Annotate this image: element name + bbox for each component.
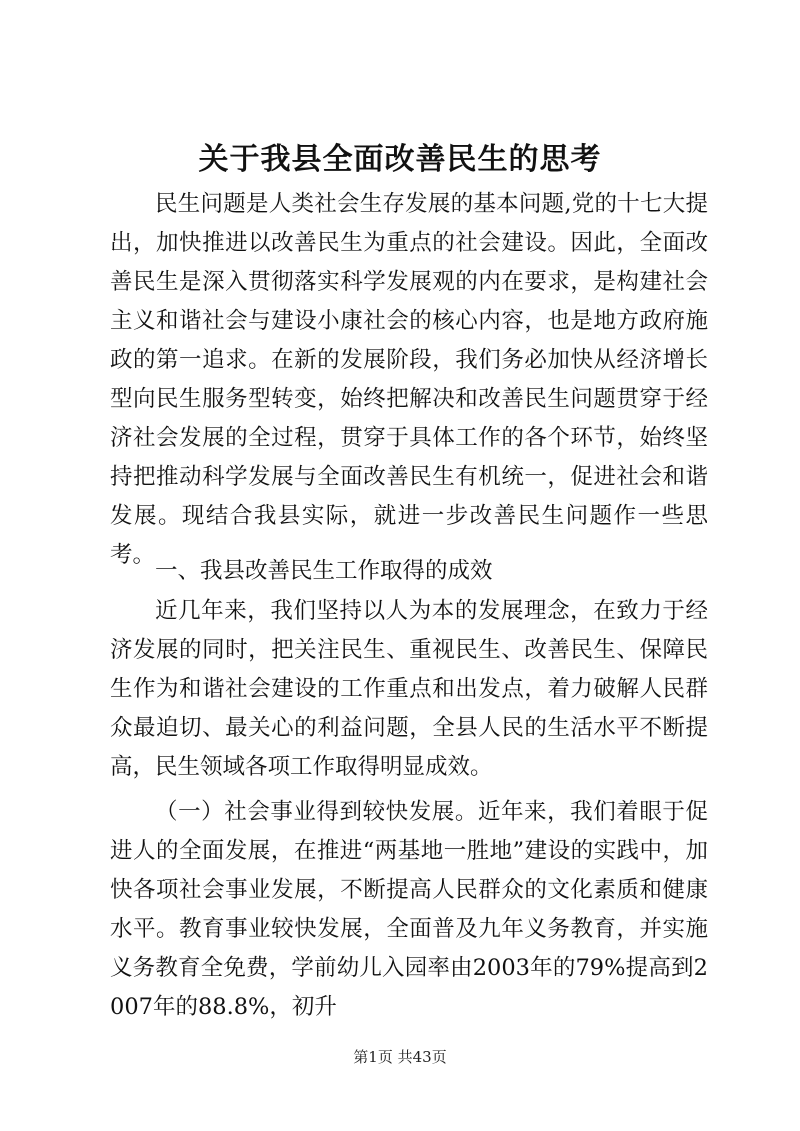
page-footer: 第1页 共43页 xyxy=(353,1048,447,1066)
document-title: 关于我县全面改善民生的思考 xyxy=(198,142,602,177)
section-heading: 一、我县改善民生工作取得的成效 xyxy=(155,558,493,584)
section-paragraph: 近几年来，我们坚持以人为本的发展理念，在致力于经济发展的同时，把关注民生、重视民生、改善民生、保障民生作为和谐社会建设的工作重点和出发点，着力破解人民群众最迫切、最关心的利益问题，全县人民的生活水平不断提高，民生领域各项工作取得明显成效。 xyxy=(110,598,708,780)
subsection-paragraph: （一）社会事业得到较快发展。近年来，我们着眼于促进人的全面发展，在推进“两基地一胜地”建设的实践中，加快各项社会事业发展，不断提高人民群众的文化素质和健康水平。教育事业较快发展，全面普及九年义务教育，并实施义务教育全免费，学前幼儿入园率由2003年的79%提高到2007年的88.8%，初升 xyxy=(110,799,708,1020)
intro-paragraph: 民生问题是人类社会生存发展的基本问题,党的十七大提出，加快推进以改善民生为重点的社会建设。因此，全面改善民生是深入贯彻落实科学发展观的内在要求，是构建社会主义和谐社会与建设小康社会的核心内容，也是地方政府施政的第一追求。在新的发展阶段，我们务必加快从经济增长型向民生服务型转变，始终把解决和改善民生问题贯穿于经济社会发展的全过程，贯穿于具体工作的各个环节，始终坚持把推动科学发展与全面改善民生有机统一，促进社会和谐发展。现结合我县实际，就进一步改善民生问题作一些思考。 xyxy=(110,191,708,568)
